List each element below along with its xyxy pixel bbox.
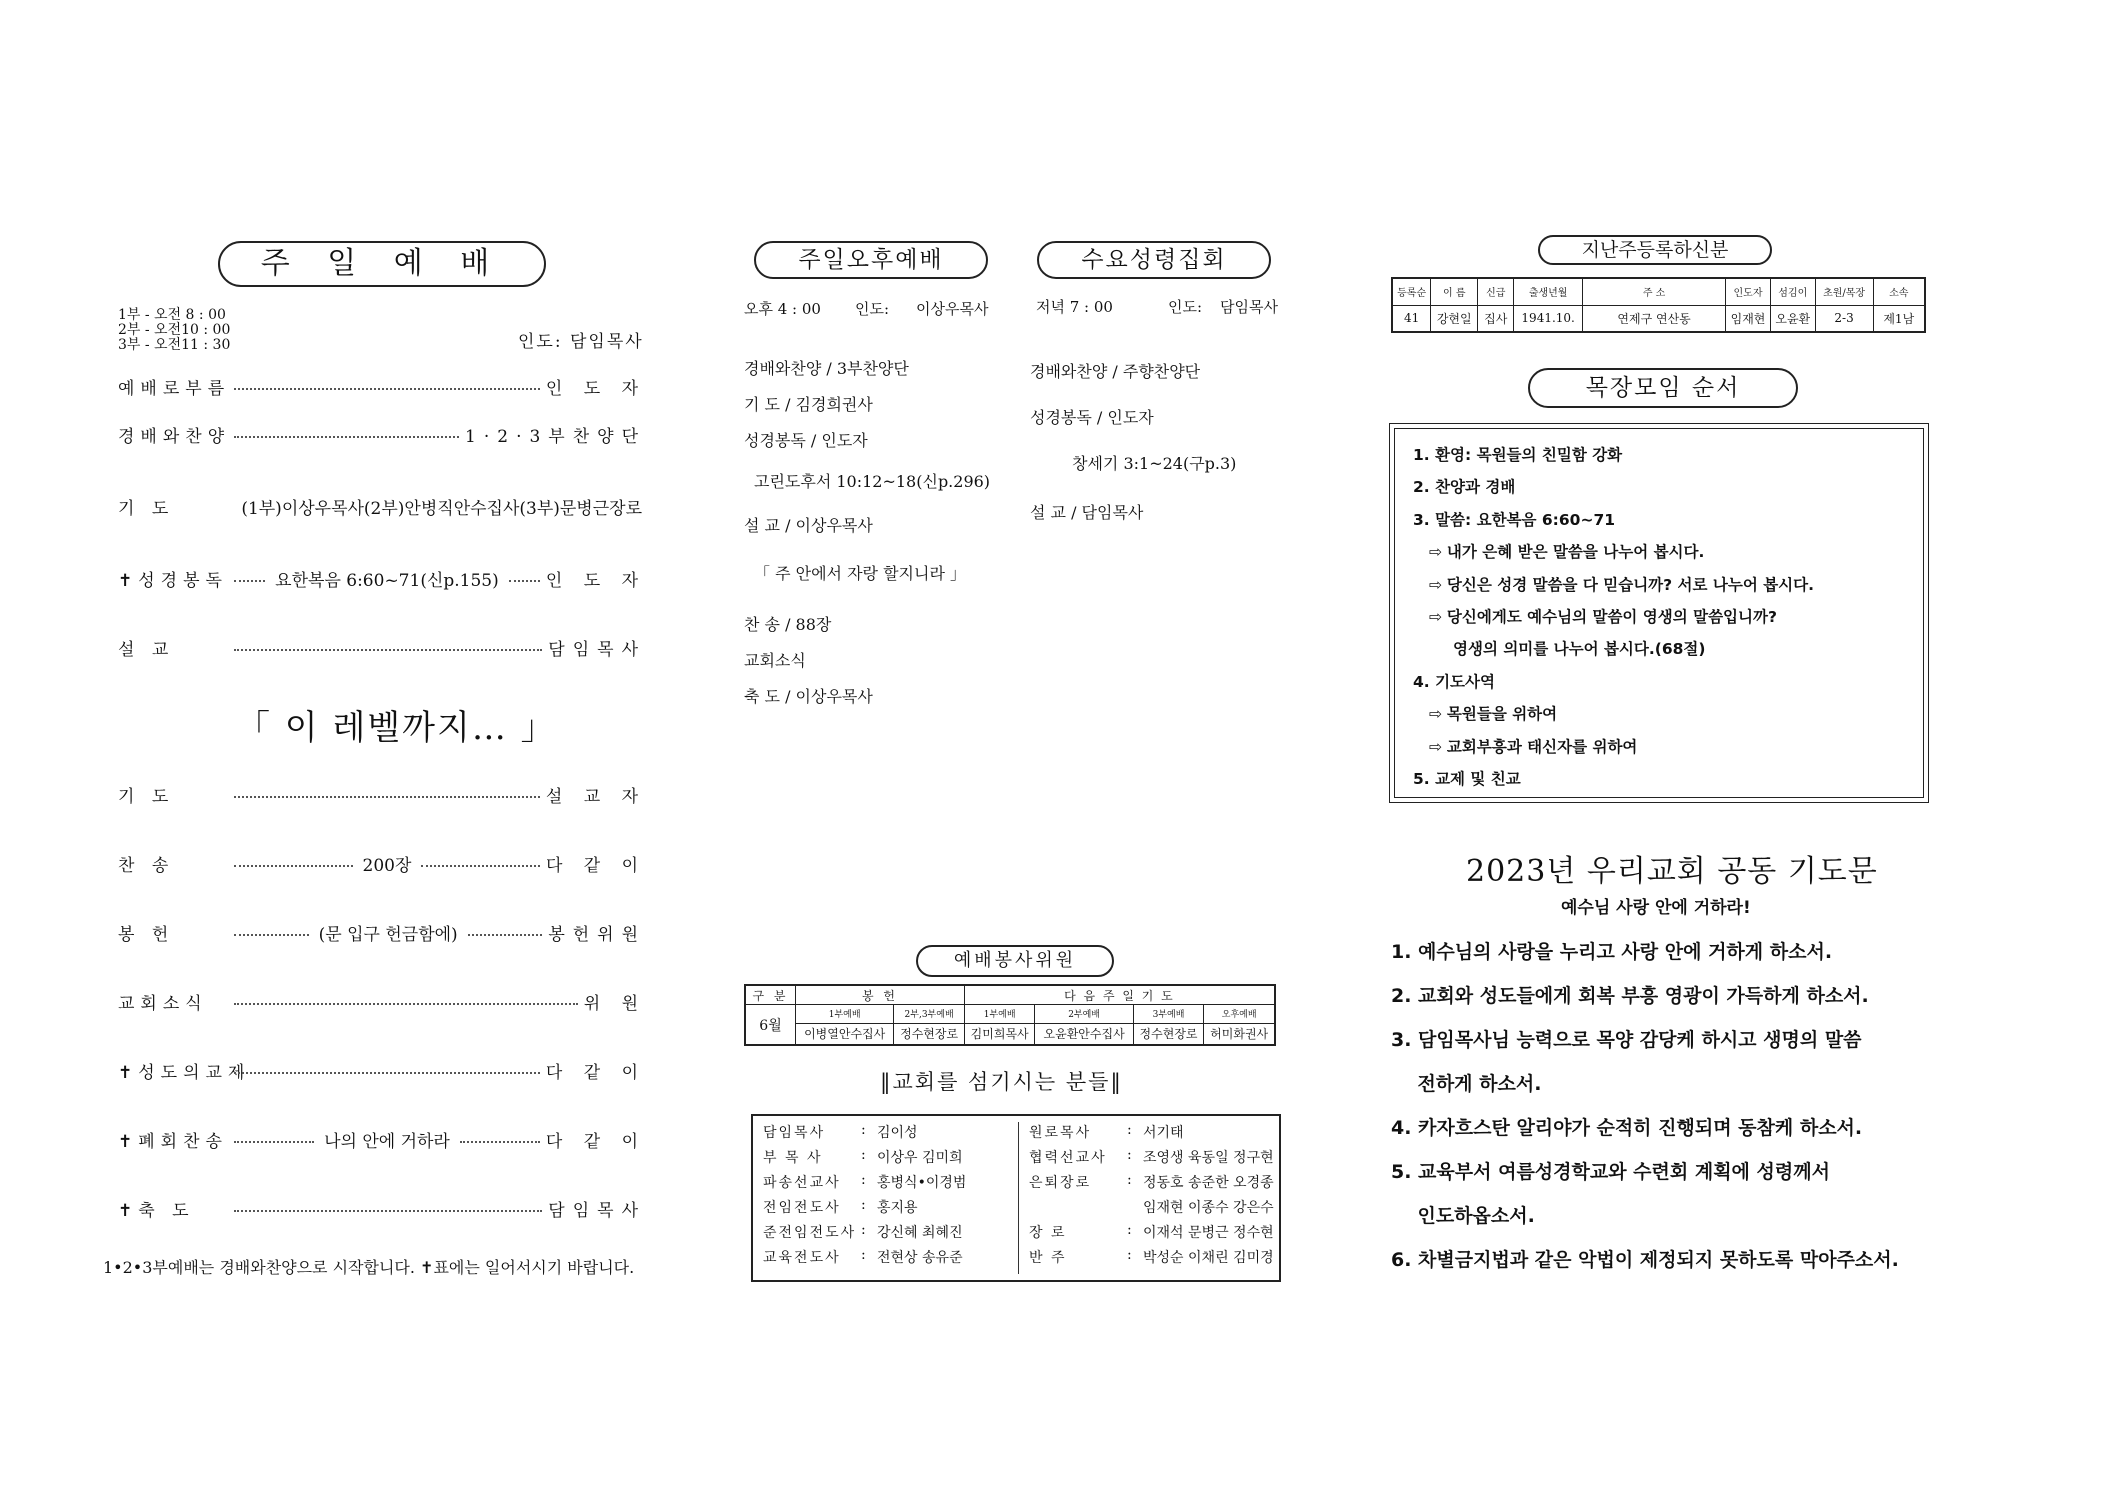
wednesday-service-title-pill bbox=[1037, 241, 1271, 279]
server-role: 원로목사 bbox=[1029, 1125, 1092, 1141]
worship-row bbox=[118, 635, 646, 660]
cell-meeting-text: 목원들을 위하여 bbox=[1446, 705, 1558, 724]
table-header: 소속 bbox=[1873, 278, 1925, 305]
cell-meeting-box bbox=[1389, 423, 1929, 803]
server-colon: : bbox=[861, 1122, 866, 1138]
prayer-item: 3. 담임목사님 능력으로 목양 감당케 하시고 생명의 말씀 bbox=[1391, 1029, 1862, 1051]
table-cell: 정수현장로 bbox=[894, 1023, 965, 1045]
service-time-2: 2부 - 오전10 : 00 bbox=[118, 322, 231, 338]
cell-meeting-line bbox=[1413, 735, 1814, 767]
cell-meeting-line bbox=[1413, 670, 1814, 702]
worship-row-person: 설 교 자 bbox=[545, 787, 646, 807]
server-colon: : bbox=[861, 1222, 866, 1238]
wednesday-service-title: 수요성령집회 bbox=[1081, 247, 1227, 273]
service-time-3: 3부 - 오전11 : 30 bbox=[118, 337, 231, 353]
server-row bbox=[1029, 1222, 1274, 1247]
leader-dots bbox=[509, 580, 540, 582]
main-service-title-pill bbox=[218, 241, 546, 287]
cell-meeting-title: 목장모임 순서 bbox=[1585, 375, 1741, 401]
server-names: 전현상 송유준 bbox=[877, 1250, 963, 1266]
worship-row bbox=[118, 1196, 646, 1221]
afternoon-time: 오후 4 : 00 bbox=[744, 300, 821, 318]
wednesday-scripture: 창세기 3:1~24(구p.3) bbox=[1072, 454, 1237, 473]
cell-meeting-text: 교회부흥과 태신자를 위하여 bbox=[1446, 737, 1638, 756]
wednesday-item: 성경봉독 / 인도자 bbox=[1030, 408, 1154, 427]
server-names: 박성순 이채린 김미경 bbox=[1143, 1250, 1274, 1266]
wednesday-time: 저녁 7 : 00 bbox=[1036, 298, 1113, 316]
prayer-item: 2. 교회와 성도들에게 회복 부흥 영광이 가득하게 하소서. bbox=[1391, 985, 1869, 1007]
cell-meeting-title-pill bbox=[1528, 368, 1798, 408]
cell-meeting-list bbox=[1413, 443, 1814, 799]
table-cell: 1941.10. bbox=[1514, 305, 1583, 332]
server-names: 조영생 육동일 정구현 bbox=[1143, 1150, 1274, 1166]
worship-row-label: ✝축 도 bbox=[118, 1201, 195, 1221]
server-colon: : bbox=[1127, 1222, 1132, 1238]
cell-meeting-text: 5. 교제 및 친교 bbox=[1413, 769, 1521, 788]
sermon-title: 「 이 레벨까지… 」 bbox=[236, 708, 557, 748]
cell-meeting-text: 당신은 성경 말씀을 다 믿습니까? 서로 나누어 봅시다. bbox=[1446, 575, 1815, 594]
table-cell: 허미화권사 bbox=[1204, 1023, 1275, 1045]
leader-dots bbox=[234, 1072, 540, 1074]
table-header: 주 소 bbox=[1583, 278, 1726, 305]
server-colon: : bbox=[1127, 1122, 1132, 1138]
main-service-title: 주 일 예 배 bbox=[260, 246, 504, 281]
table-cell: 제1남 bbox=[1873, 305, 1925, 332]
table-cell: 오윤환 bbox=[1770, 305, 1815, 332]
worship-row-label: 경배와찬양 bbox=[118, 427, 231, 447]
afternoon-scripture: 고린도후서 10:12~18(신p.296) bbox=[754, 472, 991, 491]
prayer-title: 2023년 우리교회 공동 기도문 bbox=[1466, 854, 1878, 889]
afternoon-service-title: 주일오후예배 bbox=[798, 247, 944, 273]
table-header: 봉 헌 bbox=[796, 985, 965, 1005]
worship-row bbox=[118, 989, 646, 1014]
afternoon-item: 설 교 / 이상우목사 bbox=[744, 516, 873, 535]
server-role: 협력선교사 bbox=[1029, 1150, 1107, 1166]
table-subheader: 2부,3부예배 bbox=[894, 1005, 965, 1024]
leader-dots bbox=[234, 1210, 542, 1212]
leader-dots bbox=[234, 649, 542, 651]
table-subheader: 2부예배 bbox=[1035, 1005, 1133, 1024]
worship-row-person: 담임목사 bbox=[548, 640, 646, 660]
arrow-icon: ⇨ bbox=[1429, 607, 1447, 626]
table-header: 초원/목장 bbox=[1815, 278, 1873, 305]
afternoon-item: 성경봉독 / 인도자 bbox=[744, 431, 868, 450]
worship-row-detail: (문 입구 헌금함에) bbox=[318, 925, 458, 945]
worship-row-person: 인 도 자 bbox=[545, 571, 646, 591]
leader-dots bbox=[234, 796, 540, 798]
server-colon: : bbox=[861, 1172, 866, 1188]
worship-row-detail: 200장 bbox=[362, 856, 412, 876]
prayer-item: 1. 예수님의 사랑을 누리고 사랑 안에 거하게 하소서. bbox=[1391, 941, 1833, 963]
afternoon-item: 찬 송 / 88장 bbox=[744, 615, 832, 634]
table-subheader: 1부예배 bbox=[796, 1005, 894, 1024]
worship-row bbox=[118, 1058, 646, 1083]
cell-meeting-line bbox=[1413, 508, 1814, 540]
table-cell: 2-3 bbox=[1815, 305, 1873, 332]
worship-row-label: ✝폐회찬송 bbox=[118, 1132, 228, 1152]
server-names: 임재현 이종수 강은수 bbox=[1143, 1200, 1274, 1216]
worship-row-label: 기 도 bbox=[118, 787, 175, 807]
server-names: 홍병식•이경범 bbox=[877, 1175, 967, 1191]
server-colon: : bbox=[1127, 1247, 1132, 1263]
cell-meeting-inner bbox=[1394, 428, 1924, 798]
worship-row-person: 봉헌위원 bbox=[548, 925, 647, 945]
worship-row-label: 기 도 bbox=[118, 499, 175, 519]
worship-row bbox=[118, 566, 646, 591]
prayer-subtitle: 예수님 사랑 안에 거하라! bbox=[1561, 898, 1751, 918]
worship-row-label: 예배로부름 bbox=[118, 379, 231, 399]
leader-dots bbox=[234, 865, 353, 867]
cell-meeting-line bbox=[1413, 702, 1814, 734]
table-subheader: 3부예배 bbox=[1133, 1005, 1204, 1024]
worship-row-label: 찬 송 bbox=[118, 856, 175, 876]
table-subheader: 오후예배 bbox=[1204, 1005, 1275, 1024]
afternoon-service-title-pill bbox=[754, 241, 988, 279]
server-role: 준전임전도사 bbox=[763, 1225, 857, 1241]
server-names: 김이성 bbox=[877, 1125, 918, 1141]
leader-dots bbox=[234, 1141, 314, 1143]
server-names: 서기태 bbox=[1143, 1125, 1184, 1141]
table-cell: 강현일 bbox=[1431, 305, 1478, 332]
servers-box bbox=[751, 1114, 1281, 1282]
wednesday-leader: 담임목사 bbox=[1220, 298, 1278, 316]
worship-row-person: 담임목사 bbox=[548, 1201, 646, 1221]
table-header: 구 분 bbox=[745, 985, 796, 1005]
cell-meeting-line bbox=[1413, 475, 1814, 507]
arrow-icon: ⇨ bbox=[1429, 543, 1447, 562]
cell-meeting-text: 영생의 의미를 나누어 봅시다.(68절) bbox=[1453, 640, 1706, 659]
table-cell: 정수현장로 bbox=[1133, 1023, 1204, 1045]
worship-row-person: 인 도 자 bbox=[545, 379, 646, 399]
server-colon: : bbox=[861, 1197, 866, 1213]
server-names: 강신혜 최혜진 bbox=[877, 1225, 963, 1241]
server-row bbox=[763, 1222, 966, 1247]
server-role: 반 주 bbox=[1029, 1250, 1067, 1266]
worship-row-detail: 나의 안에 거하라 bbox=[324, 1132, 450, 1152]
server-names: 이재석 문병근 정수현 bbox=[1143, 1225, 1274, 1241]
worship-row-detail: 요한복음 6:60~71(신p.155) bbox=[275, 571, 499, 591]
arrow-icon: ⇨ bbox=[1429, 575, 1447, 594]
table-cell: 오윤환안수집사 bbox=[1035, 1023, 1133, 1045]
main-service-leader: 인도: 담임목사 bbox=[518, 332, 644, 352]
server-row bbox=[763, 1122, 966, 1147]
cell-meeting-line bbox=[1413, 443, 1814, 475]
worship-row-person: 1·2·3부찬양단 bbox=[465, 427, 646, 447]
servers-right-list bbox=[1029, 1122, 1274, 1272]
worship-row bbox=[118, 1127, 646, 1152]
server-role: 교육전도사 bbox=[763, 1250, 841, 1266]
server-row bbox=[1029, 1197, 1274, 1222]
wednesday-item: 경배와찬양 / 주향찬양단 bbox=[1030, 362, 1201, 381]
service-committee-title: 예배봉사위원 bbox=[953, 950, 1077, 971]
cell-meeting-line bbox=[1413, 573, 1814, 605]
arrow-icon: ⇨ bbox=[1429, 737, 1447, 756]
leader-dots bbox=[460, 1141, 540, 1143]
leader-dots bbox=[234, 388, 540, 390]
worship-row-person: 다 같 이 bbox=[545, 1063, 646, 1083]
server-row bbox=[763, 1247, 966, 1272]
afternoon-item: 기 도 / 김경희권사 bbox=[744, 395, 873, 414]
prayer-item: 4. 카자흐스탄 알리야가 순적히 진행되며 동참케 하소서. bbox=[1391, 1117, 1863, 1139]
worship-row-label: 봉 헌 bbox=[118, 925, 175, 945]
worship-row bbox=[118, 374, 646, 399]
table-header: 섬김이 bbox=[1770, 278, 1815, 305]
server-colon: : bbox=[1127, 1147, 1132, 1163]
server-role bbox=[1029, 1197, 1127, 1222]
cell-meeting-text: 당신에게도 예수님의 말씀이 영생의 말씀입니까? bbox=[1446, 607, 1777, 626]
worship-row bbox=[118, 422, 646, 447]
worship-row bbox=[118, 494, 646, 519]
servers-title: ‖교회를 섬기시는 분들‖ bbox=[880, 1070, 1123, 1094]
leader-dots bbox=[468, 934, 543, 936]
server-role: 장 로 bbox=[1029, 1225, 1067, 1241]
server-colon: : bbox=[1127, 1172, 1132, 1188]
server-names: 이상우 김미희 bbox=[877, 1150, 963, 1166]
leader-dots bbox=[234, 436, 459, 438]
table-header: 이 름 bbox=[1431, 278, 1478, 305]
server-colon: : bbox=[861, 1247, 866, 1263]
table-cell: 이병열안수집사 bbox=[796, 1023, 894, 1045]
server-row bbox=[763, 1172, 966, 1197]
prayer-item: 5. 교육부서 여름성경학교와 수련회 계획에 성령께서 bbox=[1391, 1161, 1830, 1183]
server-role: 은퇴장로 bbox=[1029, 1175, 1092, 1191]
worship-row-person: 다 같 이 bbox=[545, 1132, 646, 1152]
worship-row-person: 다 같 이 bbox=[545, 856, 647, 876]
month-cell: 6월 bbox=[745, 1005, 796, 1045]
service-committee-title-pill bbox=[916, 945, 1114, 977]
footnote: 1•2•3부예배는 경배와찬양으로 시작합니다. ✝표에는 일어서시기 바랍니다. bbox=[103, 1258, 635, 1277]
prayer-item: 인도하옵소서. bbox=[1391, 1205, 1535, 1227]
leader-dots bbox=[234, 580, 265, 582]
cell-meeting-line bbox=[1413, 540, 1814, 572]
server-row bbox=[763, 1147, 966, 1172]
server-colon: : bbox=[861, 1147, 866, 1163]
worship-row bbox=[118, 920, 646, 945]
table-cell: 연제구 연산동 bbox=[1583, 305, 1726, 332]
server-row bbox=[763, 1197, 966, 1222]
cell-meeting-text: 내가 은혜 받은 말씀을 나누어 봅시다. bbox=[1446, 543, 1705, 562]
arrow-icon: ⇨ bbox=[1429, 705, 1447, 724]
worship-row-person: 위 원 bbox=[583, 994, 646, 1014]
prayer-item: 전하게 하소서. bbox=[1391, 1073, 1542, 1095]
table-cell: 임재현 bbox=[1726, 305, 1771, 332]
worship-row-label: 설 교 bbox=[118, 640, 175, 660]
leader-dots bbox=[421, 865, 540, 867]
table-subheader: 1부예배 bbox=[964, 1005, 1035, 1024]
newcomers-table bbox=[1391, 277, 1926, 333]
servers-divider bbox=[1018, 1122, 1019, 1274]
newcomers-title-pill bbox=[1538, 235, 1772, 265]
table-cell: 김미희목사 bbox=[964, 1023, 1035, 1045]
table-header: 출생년월 bbox=[1514, 278, 1583, 305]
cell-meeting-text: 4. 기도사역 bbox=[1413, 672, 1495, 691]
server-row bbox=[1029, 1247, 1274, 1272]
afternoon-sermon-title: 「 주 안에서 자랑 할지니라 」 bbox=[754, 564, 966, 583]
server-row bbox=[1029, 1122, 1274, 1147]
server-role: 부 목 사 bbox=[763, 1150, 823, 1166]
table-header: 다 음 주 일 기 도 bbox=[964, 985, 1275, 1005]
table-header: 인도자 bbox=[1726, 278, 1771, 305]
newcomers-title: 지난주등록하신분 bbox=[1581, 239, 1729, 261]
server-role: 전임전도사 bbox=[763, 1200, 841, 1216]
worship-row bbox=[118, 782, 646, 807]
server-role: 파송선교사 bbox=[763, 1175, 841, 1191]
servers-left-list bbox=[763, 1122, 966, 1272]
cell-meeting-text: 2. 찬양과 경배 bbox=[1413, 478, 1516, 497]
table-cell: 41 bbox=[1392, 305, 1431, 332]
afternoon-leader: 이상우목사 bbox=[916, 300, 989, 318]
table-cell: 집사 bbox=[1478, 305, 1514, 332]
afternoon-item: 교회소식 bbox=[744, 651, 806, 670]
server-row bbox=[1029, 1172, 1274, 1197]
cell-meeting-text: 1. 환영: 목원들의 친밀함 강화 bbox=[1413, 446, 1623, 464]
leader-dots bbox=[234, 1003, 578, 1005]
worship-row bbox=[118, 851, 646, 876]
prayer-item: 6. 차별금지법과 같은 악법이 제정되지 못하도록 막아주소서. bbox=[1391, 1249, 1899, 1271]
wednesday-leader-label: 인도: bbox=[1168, 298, 1203, 316]
server-row bbox=[1029, 1147, 1274, 1172]
server-role: 담임목사 bbox=[763, 1125, 826, 1141]
leader-dots bbox=[234, 934, 309, 936]
afternoon-leader-label: 인도: bbox=[855, 300, 890, 318]
worship-row-label: 교회소식 bbox=[118, 994, 208, 1014]
wednesday-item: 설 교 / 담임목사 bbox=[1030, 503, 1144, 522]
server-colon bbox=[1127, 1197, 1143, 1222]
cell-meeting-line bbox=[1413, 605, 1814, 637]
server-names: 홍지용 bbox=[877, 1200, 918, 1216]
table-header: 신급 bbox=[1478, 278, 1514, 305]
worship-row-label: ✝성도의교제 bbox=[118, 1063, 251, 1083]
worship-row-label: ✝성경봉독 bbox=[118, 571, 228, 591]
afternoon-item: 축 도 / 이상우목사 bbox=[744, 687, 873, 706]
service-committee-table bbox=[744, 984, 1276, 1046]
cell-meeting-line bbox=[1413, 767, 1814, 799]
worship-row-detail: (1부)이상우목사(2부)안병직안수집사(3부)문병근장로 bbox=[241, 499, 642, 519]
cell-meeting-text: 3. 말씀: 요한복음 6:60~71 bbox=[1413, 510, 1616, 529]
service-time-1: 1부 - 오전 8 : 00 bbox=[118, 307, 226, 323]
table-header: 등록순 bbox=[1392, 278, 1431, 305]
cell-meeting-line bbox=[1413, 637, 1814, 669]
afternoon-item: 경배와찬양 / 3부찬양단 bbox=[744, 359, 909, 378]
server-names: 정동호 송준한 오경종 bbox=[1143, 1175, 1274, 1191]
